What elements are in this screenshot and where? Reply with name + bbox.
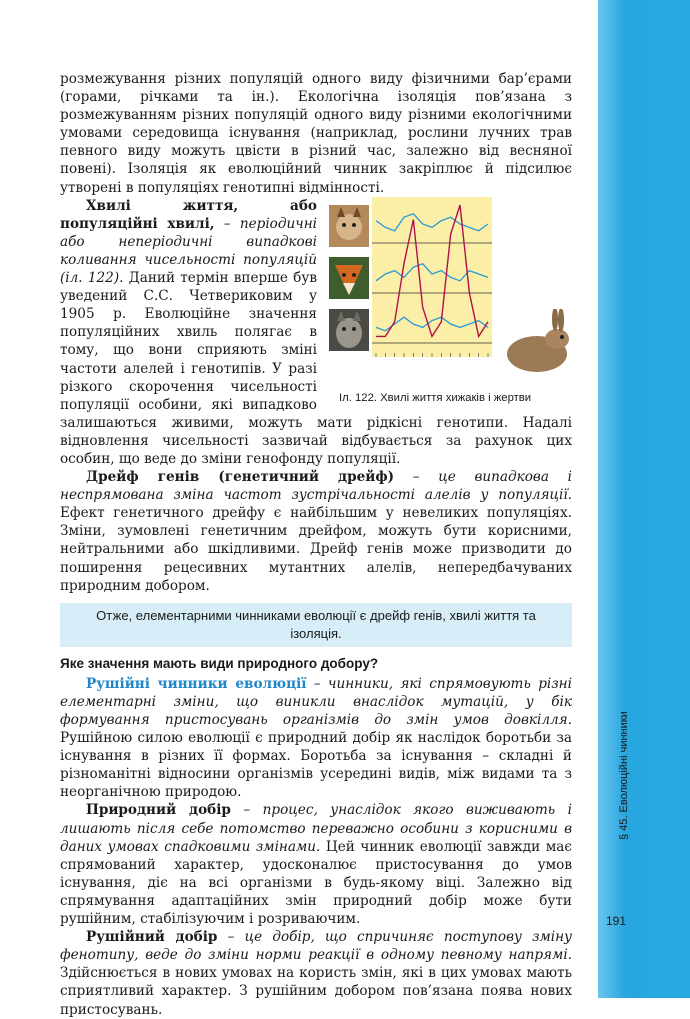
def-drift: – це випадкова і неспрямована зміна частот зустрічальності алелів у популяції. xyxy=(60,469,573,504)
population-wave-chart xyxy=(372,197,492,357)
page-content xyxy=(60,70,572,1019)
paragraph-isolation: розмежування різних популяцій одного виду фізичними бар’єрами (горами, річками та ін.). Екологічна ізоляція пов’язана з розмежуванням різних популяцій одного виду різними екологічними умовами середовища існування (наприклад, рослини лучних трав певного виду можуть цвісти в різний час, залежно від весняної повені). Ізоляція як еволюційний чинник закріплює й підсилює утворені в популяціях генотипні відмінності. xyxy=(60,71,572,196)
conclusion-box: Отже, елементарними чинниками еволюції є дрейф генів, хвилі життя та ізоляція. xyxy=(60,603,572,647)
text-natural-selection: Цей чинник еволюції завжди має спрямований характер, удосконалює пристосування до умов існування, діє на всі організми в будь-якому віці. Залежно від спрямування адаптаційних змін природний добір може бути рушійним, стабілізуючим і розриваючим. xyxy=(60,838,572,928)
paragraph-driving-factors xyxy=(60,675,572,802)
def-natural-selection: – процес, унаслідок якого виживають і лишають після себе потомство переважно особини з корисними в даних умовах спадковими змінами. xyxy=(60,802,572,855)
term-drift: Дрейф генів (генетичний дрейф) xyxy=(86,469,395,486)
term-driving-selection: Рушійний добір xyxy=(86,929,218,946)
predator-line-1 xyxy=(376,263,488,280)
fox-image xyxy=(329,257,369,299)
term-driving-factors: Рушійні чинники еволюції xyxy=(86,675,307,692)
section-heading: Яке значення мають види природного добору? xyxy=(60,655,379,671)
text-drift: Ефект генетичного дрейфу є найбільшим у невеликих популяціях. Зміни, зумовлені генетичним дрейфом, можуть бути корисними, нейтральними або шкідливими. Дрейф генів може призводити до поширення рецесивних мутантних алелів, непередбачуваних природним добором. xyxy=(60,505,572,594)
paragraph-driving-selection xyxy=(60,928,572,1018)
lynx-image xyxy=(329,205,369,247)
text-driving-selection: Здійснюється в нових умовах на користь змін, які в цих умовах мають сприятливий характер. З рушійним добором пов’язана поява нових пристосувань. xyxy=(60,965,572,1018)
wolf-image xyxy=(329,309,369,351)
figure-122 xyxy=(329,197,572,407)
def-waves: – періодичні або неперіодичні випадкові коливання чисельності популяцій (іл. 122). xyxy=(60,215,317,287)
figure-caption: Іл. 122. Хвилі життя хижаків і жертви xyxy=(339,391,532,404)
def-driving-factors: – чинники, які спрямовують різні елементарні зміни, що виникли внаслідок мутацій, у бік формування пристосувань організмів до змін умов довкілля. xyxy=(60,675,572,728)
text-driving-factors: Рушійною силою еволюції є природний добір як наслідок боротьби за існування в різних її формах. Боротьба за існування – складні й різноманітні відносини організмів усередині видів, між видами та з неорганічною природою. xyxy=(60,730,572,801)
term-waves: Хвилі життя, або популяційні хвилі, xyxy=(60,197,317,232)
page-number: 191 xyxy=(606,914,627,928)
def-driving-selection: – це добір, що спричиняє поступову зміну фенотипу, веде до зміни норми реакції в одному певному напрямі. xyxy=(60,929,572,964)
paragraph-drift xyxy=(60,468,572,595)
text-waves: Даний термін вперше був уведений С.С. Четвериковим у 1905 р. Еволюційне значення популяційних хвиль полягає в тому, що вони сприяють зміні частоти алелей і генотипів. У разі різкого скорочення чисельності популяції особини, які випадково залишаються живими, можуть мати рідкісні генотипи. Надалі відновлення чисельності зазвичай відбувається за рахунок цих особин, що веде до зміни генофонду популяції. xyxy=(60,270,572,467)
term-natural-selection: Природний добір xyxy=(86,802,231,819)
predator-line-0 xyxy=(376,213,488,230)
hare-image xyxy=(497,309,572,374)
paragraph-natural-selection xyxy=(60,801,572,928)
sidebar-band xyxy=(598,0,690,998)
